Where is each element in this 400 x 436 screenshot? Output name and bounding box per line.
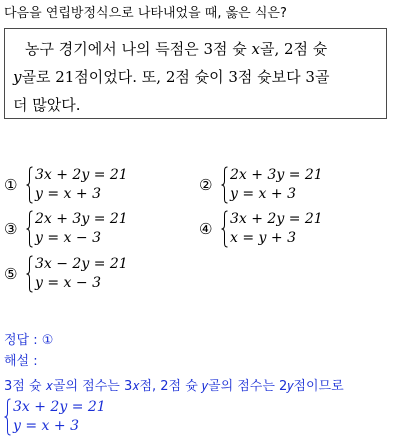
equation-2: y = x − 3 — [35, 230, 101, 246]
choice-4[interactable] — [199, 210, 323, 248]
brace-icon — [26, 166, 33, 204]
problem-box — [4, 28, 387, 119]
choice-number: ⑤ — [4, 265, 18, 283]
equation-1: 3x + 2y = 21 — [35, 167, 128, 183]
choice-number: ① — [4, 176, 18, 194]
explanation-label: 해설 : — [4, 354, 38, 369]
problem-line-2: 𝑦골로 21점이었다. 또, 2점 슛이 3점 슛보다 3골 — [13, 68, 330, 86]
brace-icon — [221, 210, 228, 248]
equation-2: y = x + 3 — [13, 418, 79, 434]
brace-icon — [4, 398, 11, 436]
equation-1: 2x + 3y = 21 — [230, 167, 323, 183]
brace-icon — [26, 255, 33, 293]
equation-2: y = x + 3 — [230, 186, 296, 202]
choice-number: ② — [199, 176, 213, 194]
equation-1: 3x + 2y = 21 — [13, 399, 106, 415]
equation-1: 3x + 2y = 21 — [230, 211, 323, 227]
problem-line-1: 농구 경기에서 나의 득점은 3점 슛 𝑥골, 2점 슛 — [25, 40, 328, 58]
brace-icon — [221, 166, 228, 204]
choice-number: ④ — [199, 220, 213, 238]
equation-system — [26, 255, 128, 293]
equation-system — [221, 166, 323, 204]
choice-5[interactable] — [4, 255, 128, 293]
choice-number: ③ — [4, 220, 18, 238]
brace-icon — [26, 210, 33, 248]
equation-system — [26, 210, 128, 248]
problem-line-3: 더 많았다. — [13, 96, 81, 114]
equation-2: y = x + 3 — [35, 186, 101, 202]
equation-1: 3x − 2y = 21 — [35, 256, 128, 272]
choice-2[interactable] — [199, 166, 323, 204]
question-text: 다음을 연립방정식으로 나타내었을 때, 옳은 식은? — [4, 6, 287, 21]
explanation-text: 3점 슛 𝑥골의 점수는 3𝑥점, 2점 슛 𝑦골의 점수는 2𝑦점이므로 — [4, 379, 344, 394]
explanation-system — [4, 398, 106, 436]
equation-2: x = y + 3 — [230, 230, 296, 246]
equation-2: y = x − 3 — [35, 275, 101, 291]
equation-system — [26, 166, 128, 204]
equation-system — [221, 210, 323, 248]
equation-1: 2x + 3y = 21 — [35, 211, 128, 227]
choice-1[interactable] — [4, 166, 128, 204]
answer-text: 정답 : ① — [4, 333, 54, 348]
choice-3[interactable] — [4, 210, 128, 248]
